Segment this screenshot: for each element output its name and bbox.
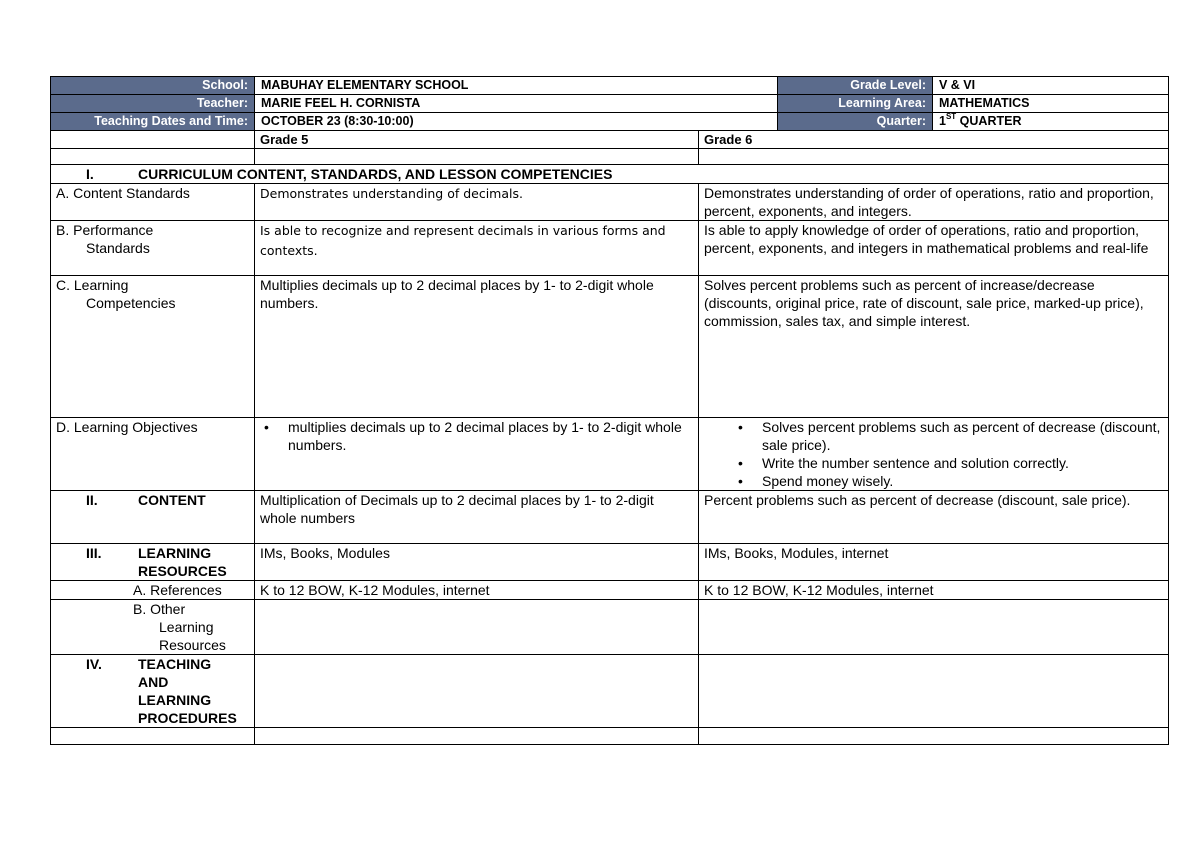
learning-resources-grade5: IMs, Books, Modules [255,544,699,581]
empty-cell [51,149,255,165]
procedures-line3: LEARNING [138,692,212,708]
content-standards-grade6: Demonstrates understanding of order of operations, ratio and proportion, percent, exponents, and integers. [699,184,1169,221]
competencies-label-line2: Competencies [86,295,176,311]
header-row-dates [51,113,1169,131]
dates-label: Teaching Dates and Time: [51,113,255,131]
performance-standards-row [51,221,1169,276]
learning-competencies-label [51,276,255,418]
header-row-teacher [51,95,1169,113]
learning-resources-row [51,544,1169,581]
resources-title-line2: RESOURCES [138,563,227,579]
content-grade6: Percent problems such as percent of decrease (discount, sale price). [699,491,1169,544]
spacer-row [51,149,1169,165]
references-grade5: K to 12 BOW, K-12 Modules, internet [255,581,699,600]
procedures-roman: IV. [86,656,102,672]
grade5-column-header: Grade 5 [255,131,699,149]
learning-area-value: MATHEMATICS [933,95,1169,113]
learning-competencies-grade5: Multiplies decimals up to 2 decimal places by 1- to 2-digit whole numbers. [255,276,699,418]
learning-objectives-row [51,418,1169,491]
other-label-line1: B. Other [133,601,186,617]
performance-standards-grade6: Is able to apply knowledge of order of operations, ratio and proportion, percent, exponents, and integers in mathematical problems and real-life [699,221,1169,276]
other-resources-grade5 [255,600,699,655]
performance-standards-label [51,221,255,276]
other-resources-label [51,600,255,655]
header-row-school [51,77,1169,95]
procedures-title [138,655,237,727]
learning-objectives-grade5 [255,418,699,491]
objectives-grade5-list [260,418,693,454]
content-grade5: Multiplication of Decimals up to 2 decimal places by 1- to 2-digit whole numbers [255,491,699,544]
teacher-label: Teacher: [51,95,255,113]
lesson-plan-page [50,76,1168,745]
content-row [51,491,1169,544]
resources-title [138,544,227,580]
quarter-value [933,113,1169,131]
trailing-row [51,728,1169,745]
empty-cell [255,728,699,745]
school-label: School: [51,77,255,95]
quarter-number: 1 [939,114,946,128]
references-row [51,581,1169,600]
grade-level-label: Grade Level: [778,77,933,95]
content-standards-label: A. Content Standards [51,184,255,221]
grade-level-value: V & VI [933,77,1169,95]
procedures-grade5 [255,655,699,728]
objective-item: • Solves percent problems such as percent of decrease (discount, sale price). [704,418,1163,454]
learning-competencies-grade6: Solves percent problems such as percent of increase/decrease (discounts, original price, rate of discount, sale price, marked-up price), commission, sales tax, and simple interest. [699,276,1169,418]
objective-item: • Write the number sentence and solution correctly. [704,454,1163,472]
references-grade6: K to 12 BOW, K-12 Modules, internet [699,581,1169,600]
content-title: CONTENT [138,492,206,508]
section-1-roman: I. [86,166,94,182]
other-label-line3: Resources [159,637,226,653]
content-standards-grade5: Demonstrates understanding of decimals. [255,184,699,221]
dates-value: OCTOBER 23 (8:30-10:00) [255,113,778,131]
learning-resources-grade6: IMs, Books, Modules, internet [699,544,1169,581]
learning-objectives-label: D. Learning Objectives [51,418,255,491]
section-1-heading [51,165,1169,184]
teacher-value: MARIE FEEL H. CORNISTA [255,95,778,113]
content-standards-row [51,184,1169,221]
objective-item: • multiplies decimals up to 2 decimal places by 1- to 2-digit whole numbers. [260,418,693,454]
learning-objectives-grade6 [699,418,1169,491]
school-value: MABUHAY ELEMENTARY SCHOOL [255,77,778,95]
content-label [51,491,255,544]
quarter-text: QUARTER [956,114,1022,128]
section-1-title: CURRICULUM CONTENT, STANDARDS, AND LESSON COMPETENCIES [138,166,613,182]
quarter-label: Quarter: [778,113,933,131]
learning-area-label: Learning Area: [778,95,933,113]
grade-header-row [51,131,1169,149]
objective-item: • Spend money wisely. [704,472,1163,490]
quarter-superscript: ST [945,112,957,121]
objectives-grade6-list [704,418,1163,490]
section-1-row [51,165,1169,184]
other-resources-grade6 [699,600,1169,655]
empty-cell [51,728,255,745]
grade6-column-header: Grade 6 [699,131,1169,149]
empty-cell [51,131,255,149]
performance-standards-grade5: Is able to recognize and represent decimals in various forms and contexts. [255,221,699,276]
performance-label-line1: B. Performance [56,222,154,238]
procedures-line4: PROCEDURES [138,710,237,726]
other-resources-row [51,600,1169,655]
procedures-label [51,655,255,728]
resources-roman: III. [86,545,102,561]
references-label: A. References [51,581,255,600]
procedures-line1: TEACHING [138,656,212,672]
other-label-line2: Learning [159,619,214,635]
procedures-row [51,655,1169,728]
content-roman: II. [86,492,98,508]
procedures-line2: AND [138,674,169,690]
performance-label-line2: Standards [86,240,150,256]
competencies-label-line1: C. Learning [56,277,129,293]
empty-cell [255,149,699,165]
learning-resources-label [51,544,255,581]
empty-cell [699,149,1169,165]
learning-competencies-row [51,276,1169,418]
resources-title-line1: LEARNING [138,545,212,561]
empty-cell [699,728,1169,745]
lesson-plan-table [50,76,1169,745]
procedures-grade6 [699,655,1169,728]
